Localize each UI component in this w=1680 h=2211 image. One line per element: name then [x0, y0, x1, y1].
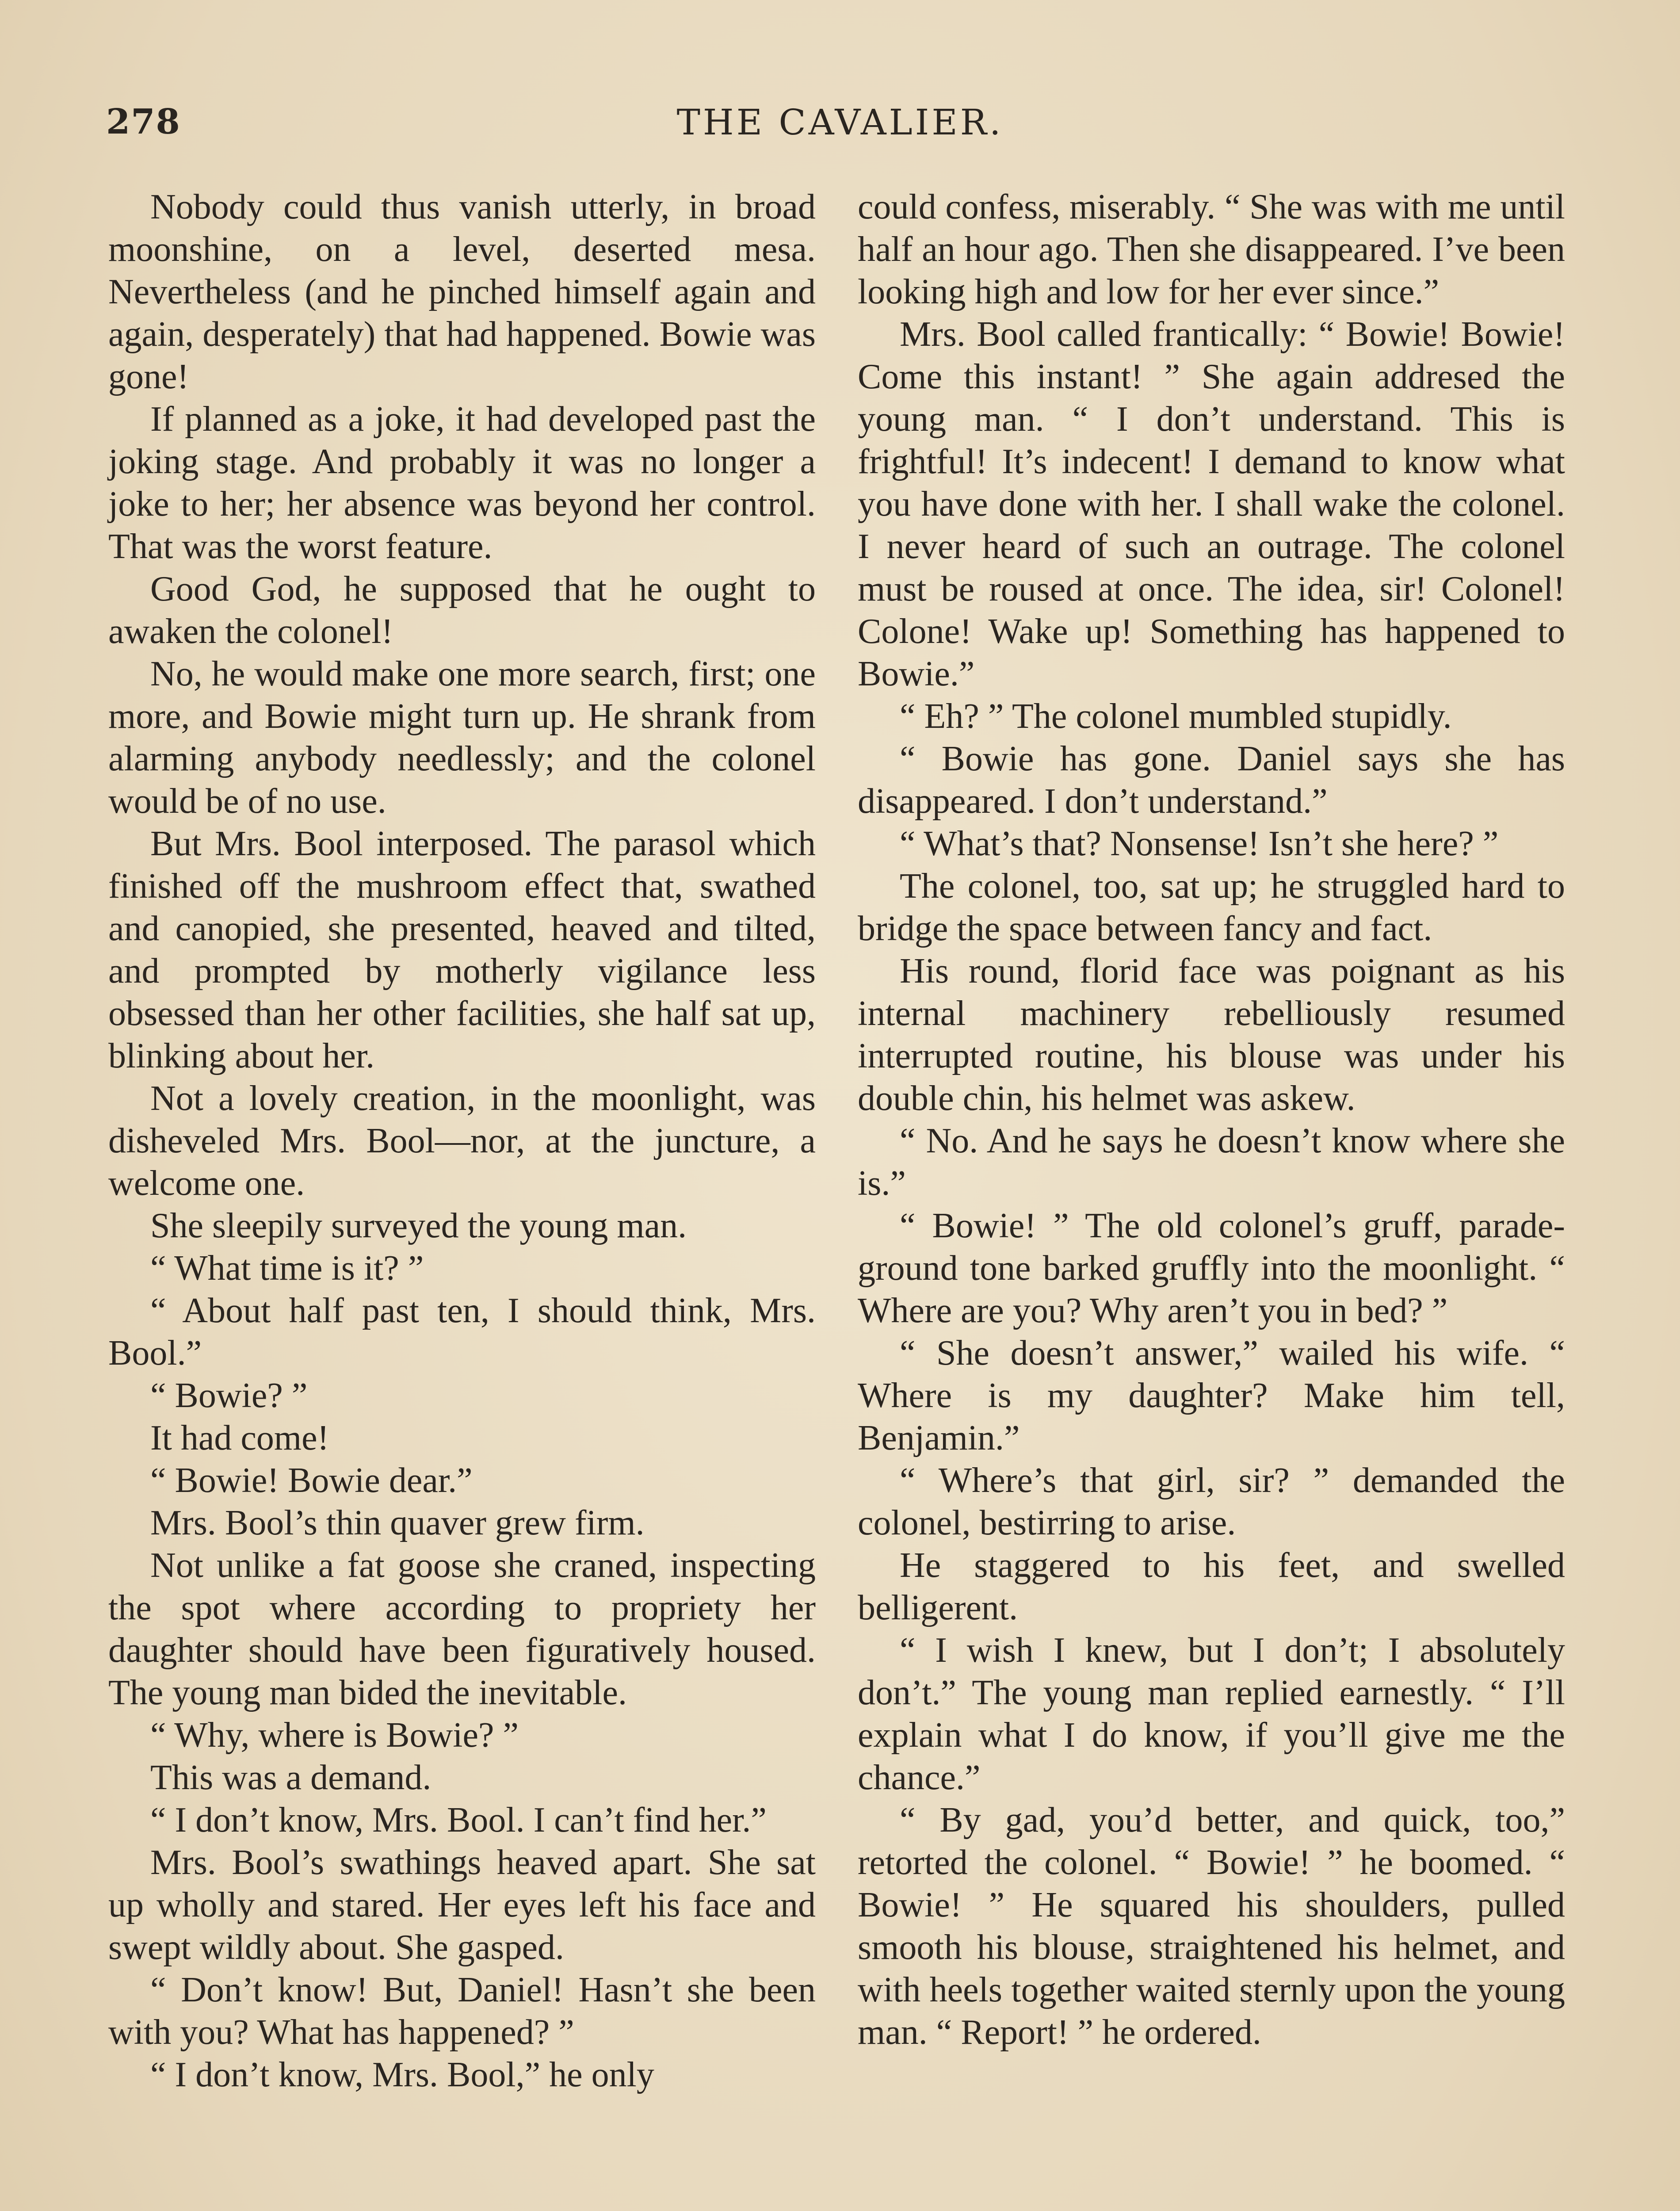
paragraph: “ What time is it? ” — [150, 1249, 424, 1288]
page-number: 278 — [106, 102, 181, 142]
paragraph: “ I don’t know, Mrs. Bool. I can’t find her.” — [150, 1801, 767, 1840]
paragraph: “ About half past ten, I should think, Mrs. Bool.” — [108, 1291, 816, 1373]
running-title: THE CAVALIER. — [676, 102, 1004, 143]
paragraph: “ By gad, you’d better, and quick, too,” retorted the colonel. “ Bowie! ” he boomed. “ Bowie! ” He squared his shoulders, pulled smooth his blouse, straightened his helmet, and with heels together waited sternly upon the young man. “ Report! ” he ordered. — [858, 1801, 1565, 2052]
paragraph: “ Eh? ” The colonel mumbled stupidly. — [900, 697, 1452, 736]
paragraph: He staggered to his feet, and swelled belligerent. — [858, 1546, 1565, 1627]
paragraph: Not a lovely creation, in the moonlight, was disheveled Mrs. Bool—nor, at the juncture, a welcome one. — [108, 1079, 816, 1203]
paragraph: His round, florid face was poignant as his internal machinery rebelliously resumed interrupted routine, his blouse was under his double chin, his helmet was askew. — [858, 952, 1565, 1118]
right-text-column — [858, 186, 1565, 2054]
paragraph: It had come! — [150, 1419, 329, 1457]
paragraph: “ I wish I knew, but I don’t; I absolutely don’t.” The young man replied earnestly. “ I’ll explain what I do know, if you’ll give me the chance.” — [858, 1631, 1565, 1797]
paragraph: Mrs. Bool called frantically: “ Bowie! Bowie! Come this instant! ” She again addresed the young man. “ I don’t understand. This is frightful! It’s indecent! I demand to know what you have done with her. I shall wake the colonel. I never heard of such an outrage. The colonel must be roused at once. The idea, sir! Colonel! Colone! Wake up! Something has happened to Bowie.” — [858, 315, 1565, 693]
paragraph: “ What’s that? Nonsense! Isn’t she here? ” — [900, 824, 1499, 863]
page-header — [106, 102, 1574, 155]
paragraph: “ No. And he says he doesn’t know where she is.” — [858, 1121, 1565, 1203]
paragraph: “ Bowie has gone. Daniel says she has disappeared. I don’t understand.” — [858, 739, 1565, 821]
paragraph: “ Bowie? ” — [150, 1376, 308, 1415]
paragraph: The colonel, too, sat up; he struggled hard to bridge the space between fancy and fact. — [858, 867, 1565, 948]
paragraph: But Mrs. Bool interposed. The parasol which finished off the mushroom effect that, swathed and canopied, she presented, heaved and tilted, and prompted by motherly vigilance less obsessed than her other facilities, she half sat up, blinking about her. — [108, 824, 816, 1075]
left-text-column — [108, 186, 816, 2096]
paragraph: “ Bowie! Bowie dear.” — [150, 1461, 473, 1500]
paragraph: “ I don’t know, Mrs. Bool,” he only — [150, 2055, 654, 2094]
paragraph: Mrs. Bool’s thin quaver grew firm. — [150, 1503, 645, 1542]
paragraph: Mrs. Bool’s swathings heaved apart. She sat up wholly and stared. Her eyes left his face and swept wildly about. She gasped. — [108, 1843, 816, 1967]
paragraph: This was a demand. — [150, 1758, 431, 1797]
paragraph: She sleepily surveyed the young man. — [150, 1206, 687, 1245]
paragraph: “ She doesn’t answer,” wailed his wife. “ Where is my daughter? Make him tell, Benjamin.” — [858, 1334, 1565, 1457]
paragraph: If planned as a joke, it had developed past the joking stage. And probably it was no longer a joke to her; her absence was beyond her control. That was the worst feature. — [108, 400, 816, 566]
paragraph: Nobody could thus vanish utterly, in broad moonshine, on a level, deserted mesa. Nevertheless (and he pinched himself again and again, desperately) that had happened. Bowie was gone! — [108, 187, 816, 396]
paragraph: Good God, he supposed that he ought to awaken the colonel! — [108, 570, 816, 651]
paragraph: “ Where’s that girl, sir? ” demanded the colonel, bestirring to arise. — [858, 1461, 1565, 1542]
paragraph: “ Don’t know! But, Daniel! Hasn’t she been with you? What has happened? ” — [108, 1970, 816, 2052]
paragraph-continued: could confess, miserably. “ She was with me until half an hour ago. Then she disappeared. I’ve been looking high and low for her ever since.” — [858, 187, 1565, 311]
paragraph: Not unlike a fat goose she craned, inspecting the spot where according to propriety her daughter should have been figuratively housed. The young man bided the inevitable. — [108, 1546, 816, 1712]
paragraph: “ Why, where is Bowie? ” — [150, 1716, 519, 1755]
paragraph: “ Bowie! ” The old colonel’s gruff, parade-ground tone barked gruffly into the moonlight. “ Where are you? Why aren’t you in bed? ” — [858, 1206, 1565, 1330]
paragraph: No, he would make one more search, first; one more, and Bowie might turn up. He shrank from alarming anybody needlessly; and the colonel would be of no use. — [108, 654, 816, 821]
